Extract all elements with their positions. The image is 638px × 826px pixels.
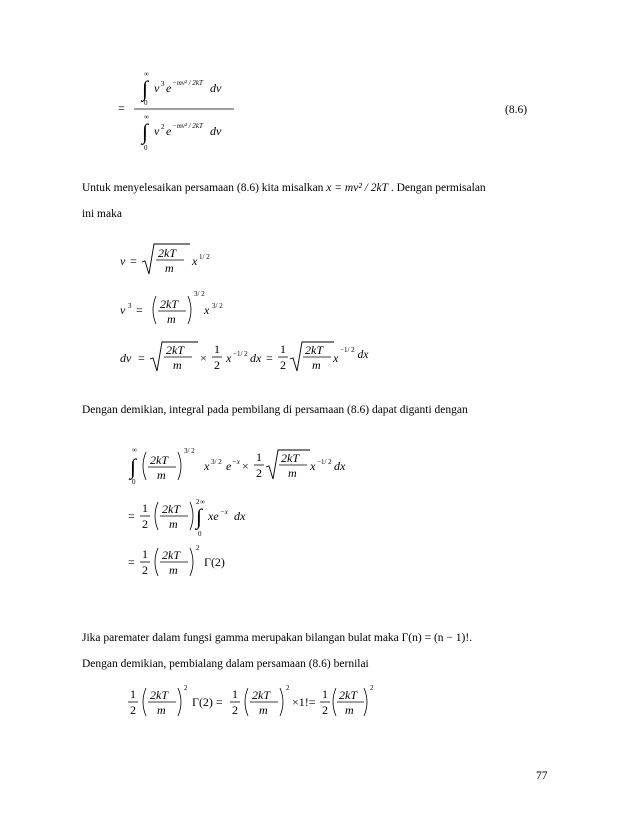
svg-text:1: 1 <box>130 687 136 701</box>
svg-text:Γ(2): Γ(2) <box>204 555 225 569</box>
svg-text:2kT: 2kT <box>281 451 299 465</box>
svg-text:0: 0 <box>132 478 136 486</box>
svg-text:0: 0 <box>198 530 202 538</box>
svg-text:v: v <box>120 254 126 268</box>
paragraph-gamma-end: . <box>469 632 473 644</box>
equation-gamma <box>128 540 268 586</box>
svg-text:dx: dx <box>334 459 346 473</box>
svg-text:2kT: 2kT <box>150 688 168 702</box>
paragraph-denominator: Dengan demikian, pembialang dalam persamaan (8.6) bernilai <box>82 658 369 670</box>
equation-integral-simplified <box>128 494 288 540</box>
svg-text:2: 2 <box>280 358 286 372</box>
svg-text:2: 2 <box>196 498 200 506</box>
svg-text:xe: xe <box>208 509 219 523</box>
svg-text:e: e <box>226 459 232 473</box>
svg-text:=: = <box>266 351 273 365</box>
svg-text:∞: ∞ <box>144 70 149 78</box>
paragraph-substitution <box>82 180 550 196</box>
svg-text:1: 1 <box>280 342 286 356</box>
svg-text:∫: ∫ <box>196 504 203 529</box>
svg-text:dx: dx <box>234 509 246 523</box>
svg-text:2: 2 <box>130 703 136 717</box>
svg-text:v: v <box>154 124 160 138</box>
svg-text:2kT: 2kT <box>252 688 270 702</box>
svg-text:x: x <box>204 303 210 317</box>
svg-text:m: m <box>157 703 166 717</box>
svg-text:−x: −x <box>232 458 240 466</box>
svg-text:dv: dv <box>120 351 132 365</box>
svg-text:1/ 2: 1/ 2 <box>199 253 210 261</box>
svg-text:2kT: 2kT <box>339 688 357 702</box>
svg-text:2kT: 2kT <box>166 343 184 357</box>
svg-text:−1/ 2: −1/ 2 <box>233 350 248 358</box>
svg-text:x: x <box>310 459 316 473</box>
svg-text:3/ 2: 3/ 2 <box>211 458 222 466</box>
svg-text:dv: dv <box>210 124 222 138</box>
svg-text:m: m <box>312 358 321 372</box>
svg-text:e: e <box>166 81 172 95</box>
svg-text:2: 2 <box>214 358 220 372</box>
equation-number: (8.6) <box>505 104 528 116</box>
svg-text:2: 2 <box>232 703 238 717</box>
equation-final <box>128 680 368 726</box>
equation-8-6 <box>110 62 250 154</box>
svg-text:v: v <box>154 81 160 95</box>
svg-text:−1/ 2: −1/ 2 <box>317 458 332 466</box>
svg-text:=: = <box>138 351 145 365</box>
svg-text:∞: ∞ <box>144 113 149 121</box>
svg-text:dx: dx <box>250 351 262 365</box>
svg-text:∫: ∫ <box>142 119 149 144</box>
svg-text:2kT: 2kT <box>305 343 323 357</box>
svg-text:1: 1 <box>142 501 148 515</box>
paragraph-integral: Dengan demikian, integral pada pembilang di persamaan (8.6) dapat diganti dengan <box>82 404 468 416</box>
svg-text:−x: −x <box>220 508 228 516</box>
svg-text:x: x <box>192 254 198 268</box>
svg-text:∫: ∫ <box>142 76 149 101</box>
paragraph-substitution-text: Untuk menyelesaikan persamaan (8.6) kita misalkan <box>82 182 324 194</box>
svg-text:1: 1 <box>142 547 148 561</box>
page-number: 77 <box>536 770 548 782</box>
svg-text:=: = <box>136 303 143 317</box>
svg-text:3/ 2: 3/ 2 <box>212 302 223 310</box>
svg-text:2: 2 <box>370 684 374 692</box>
svg-text:2: 2 <box>196 544 200 552</box>
svg-text:3: 3 <box>161 80 165 88</box>
svg-text:m: m <box>169 517 178 531</box>
svg-text:m: m <box>169 563 178 577</box>
svg-text:1: 1 <box>214 342 220 356</box>
svg-text:=: = <box>128 509 135 523</box>
svg-text:∞: ∞ <box>132 446 137 454</box>
substitution-formula: x = mv² / 2kT <box>326 182 388 194</box>
svg-text:2kT: 2kT <box>162 548 180 562</box>
equation-v-cubed <box>120 286 250 332</box>
gamma-formula: Γ(n) = (n − 1)! <box>401 632 470 644</box>
svg-text:dv: dv <box>210 81 222 95</box>
svg-text:m: m <box>165 261 174 275</box>
svg-text:m: m <box>259 703 268 717</box>
svg-text:x: x <box>333 351 339 365</box>
svg-text:1: 1 <box>322 687 328 701</box>
svg-text:×: × <box>242 459 249 473</box>
svg-text:1: 1 <box>256 450 262 464</box>
svg-text:m: m <box>167 312 176 326</box>
svg-text:3/ 2: 3/ 2 <box>194 290 205 298</box>
svg-text:=: = <box>128 555 135 569</box>
svg-text:m: m <box>345 703 354 717</box>
svg-text:1: 1 <box>232 687 238 701</box>
svg-text:2: 2 <box>322 703 328 717</box>
paragraph-gamma <box>82 630 550 646</box>
svg-text:∞: ∞ <box>200 498 205 506</box>
svg-text:−mv² / 2kT: −mv² / 2kT <box>172 79 203 87</box>
svg-text:2: 2 <box>184 684 188 692</box>
svg-text:x: x <box>226 351 232 365</box>
paragraph-gamma-text: Jika paremater dalam fungsi gamma merupakan bilangan bulat maka <box>82 632 399 644</box>
svg-text:−mv² / 2kT: −mv² / 2kT <box>172 122 203 130</box>
svg-text:m: m <box>157 468 166 482</box>
svg-text:m: m <box>173 358 182 372</box>
svg-text:2kT: 2kT <box>150 453 168 467</box>
svg-text:2: 2 <box>286 684 290 692</box>
equation-integral-substituted <box>128 440 358 490</box>
svg-text:2kT: 2kT <box>162 502 180 516</box>
svg-text:0: 0 <box>144 99 148 107</box>
svg-text:2: 2 <box>256 466 262 480</box>
svg-text:3: 3 <box>128 302 132 310</box>
svg-text:v: v <box>120 303 126 317</box>
svg-text:×1!=: ×1!= <box>292 695 316 709</box>
equation-v <box>120 240 240 280</box>
svg-text:e: e <box>166 124 172 138</box>
paragraph-substitution-text-end: . Dengan permisalan <box>390 182 486 194</box>
svg-text:3/ 2: 3/ 2 <box>184 447 195 455</box>
svg-text:2kT: 2kT <box>160 297 178 311</box>
svg-text:m: m <box>288 466 297 480</box>
equation-dv-tail: $^{-1/ 2}$ dx <box>340 346 369 361</box>
equation-dv <box>120 338 360 382</box>
paragraph-substitution-line2: ini maka <box>82 208 122 220</box>
svg-text:=: = <box>118 101 125 115</box>
svg-text:∫: ∫ <box>130 454 137 479</box>
svg-text:2: 2 <box>161 123 165 131</box>
svg-text:×: × <box>200 351 207 365</box>
svg-text:x: x <box>204 459 210 473</box>
svg-text:=: = <box>130 254 137 268</box>
svg-text:2: 2 <box>142 563 148 577</box>
svg-text:Γ(2) =: Γ(2) = <box>192 695 223 709</box>
svg-text:0: 0 <box>144 144 148 152</box>
svg-text:2: 2 <box>142 517 148 531</box>
svg-text:2kT: 2kT <box>158 246 176 260</box>
equation-final-tail <box>362 680 382 726</box>
